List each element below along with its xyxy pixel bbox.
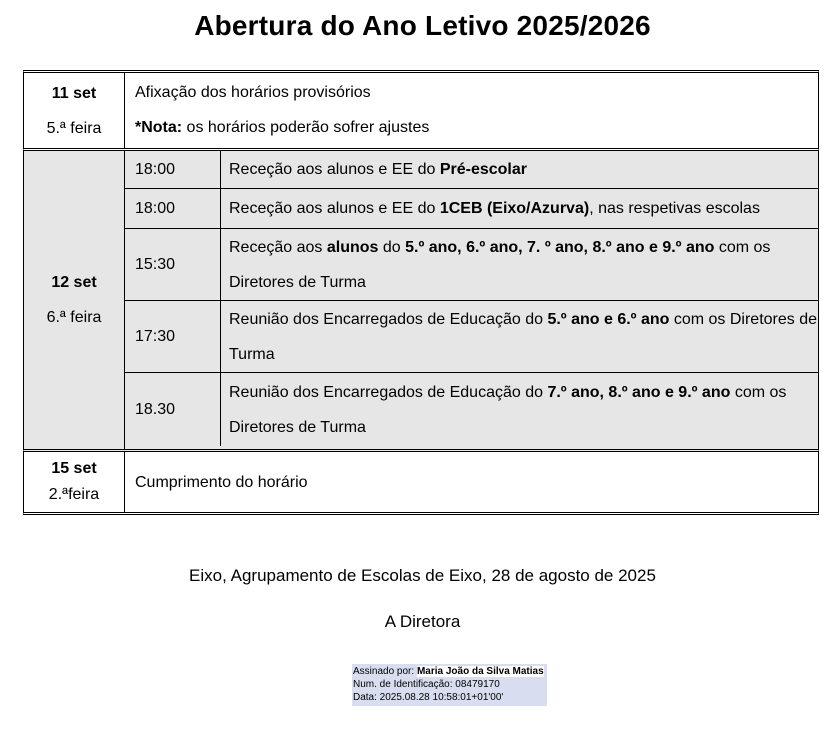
signature-name: Maria João da Silva Matias (416, 666, 544, 677)
event-time: 17:30 (125, 301, 221, 372)
event-text: com os Diretores de Turma (229, 383, 787, 436)
date-cell (24, 73, 125, 148)
signature-date: Data: 2025.08.28 10:58:01+01'00' (353, 692, 504, 703)
page-title: Abertura do Ano Letivo 2025/2026 (194, 10, 651, 41)
event-text: Receção aos alunos e EE do (229, 161, 440, 178)
event-bold-text: 5.º ano e 6.º ano (547, 310, 670, 328)
event-text: Reunião dos Encarregados de Educação do (229, 310, 548, 328)
event-bold-text: Pré-escolar (439, 161, 527, 178)
weekday-label: 6.ª feira (46, 309, 102, 326)
place-and-date: Eixo, Agrupamento de Escolas de Eixo, 28 de agosto de 2025 (189, 566, 656, 585)
date-cell (24, 452, 125, 512)
event-desc (221, 189, 818, 228)
date-label: 12 set (51, 274, 97, 291)
event-desc (221, 301, 818, 372)
signature-signed-by (353, 665, 544, 678)
event-bold-text: 5.º ano, 6.º ano, 7. º ano, 8.º ano e 9.º ano (405, 238, 715, 256)
date-label: 15 set (51, 460, 97, 477)
event-text: Cumprimento do horário (135, 473, 308, 491)
event-row (125, 301, 818, 373)
event-desc (221, 151, 818, 188)
event-cell (125, 452, 818, 512)
event-bold-text: 1CEB (Eixo/Azurva) (439, 200, 590, 217)
event-time: 18:00 (125, 151, 221, 188)
event-text: com os Diretores de Turma (229, 310, 818, 363)
event-bold-text: 7.º ano, 8.º ano e 9.º ano (547, 383, 731, 401)
event-text: Receção aos alunos e EE do (229, 200, 440, 217)
signature-id: Num. de Identificação: 08479170 (353, 679, 500, 690)
event-bold-text: alunos (326, 238, 379, 256)
event-time: 15:30 (125, 229, 221, 300)
event-row (125, 189, 818, 229)
event-rows (125, 151, 818, 449)
schedule-block-12-set (23, 151, 819, 452)
event-text: Receção aos (229, 238, 327, 256)
event-cell (125, 73, 818, 148)
event-time: 18:00 (125, 189, 221, 228)
note-text: os horários poderão sofrer ajustes (182, 119, 430, 136)
schedule-table (23, 70, 819, 515)
weekday-label: 5.ª feira (46, 119, 102, 137)
event-time: 18.30 (125, 373, 221, 446)
event-desc (221, 229, 818, 300)
schedule-block-11-set (23, 70, 819, 151)
date-label: 11 set (51, 84, 97, 102)
schedule-block-15-set (23, 452, 819, 515)
signatory-role: A Diretora (384, 612, 461, 631)
event-desc (221, 373, 818, 446)
note-label: *Nota: (135, 119, 183, 136)
event-text: , nas respetivas escolas (589, 200, 760, 217)
event-text: do (378, 238, 406, 256)
weekday-label: 2.ªfeira (48, 486, 100, 503)
event-row (125, 229, 818, 301)
event-text: Reunião dos Encarregados de Educação do (229, 383, 548, 401)
event-row (125, 151, 818, 189)
digital-signature-stamp (352, 664, 547, 706)
note-line (135, 110, 818, 145)
signature-label: Assinado por: (353, 666, 415, 677)
date-cell (24, 151, 125, 449)
event-row (125, 373, 818, 446)
event-text: Afixação dos horários provisórios (135, 84, 371, 101)
event-text: com os Diretores de Turma (229, 238, 771, 291)
